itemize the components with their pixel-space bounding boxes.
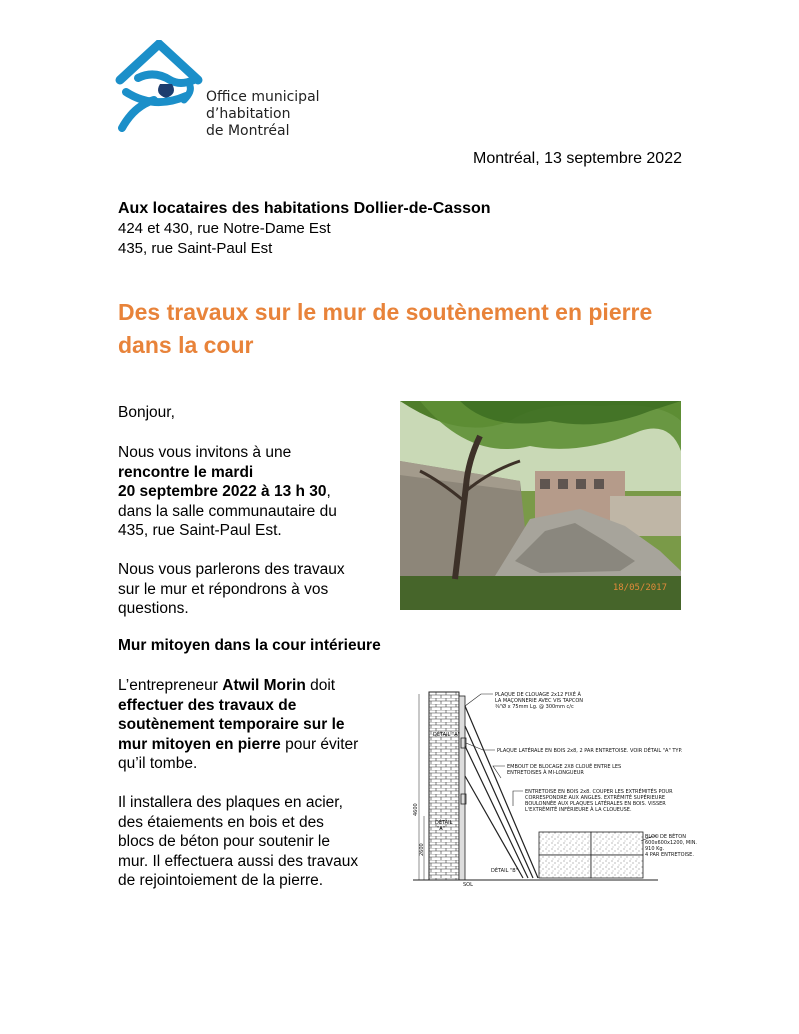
drawing-label-4d: L'EXTRÉMITÉ INFÉRIEURE À LA CLOUEUSE. — [525, 807, 632, 813]
p3-part-g: pour éviter — [280, 735, 359, 753]
drawing-label-3b: ENTRETOISES À MI-LONGUEUR — [507, 770, 584, 776]
drawing-label-3: EMBOUT DE BLOCAGE 2X8 CLOUÉ ENTRE LES — [507, 764, 622, 770]
p3-part-c: doit — [305, 677, 336, 694]
p1-line-3: 20 septembre 2022 à 13 h 30 — [118, 483, 327, 500]
p2-line-3: questions. — [118, 600, 189, 617]
drawing-label-2: PLAQUE LATÉRALE EN BOIS 2x8, 2 PAR ENTRETOISE. VOIR DÉTAIL "A" TYP. — [497, 748, 683, 754]
shoring-technical-drawing — [413, 686, 703, 888]
p3-line-5: qu’il tombe. — [118, 755, 198, 772]
drawing-label-5d: 4 PAR ENTRETOISE. — [645, 852, 694, 858]
drawing-detail-a2b: "A" — [437, 826, 446, 832]
p4-line-1: Il installera des plaques en acier, — [118, 794, 343, 811]
p3-line-2: effectuer des travaux de — [118, 696, 297, 714]
drawing-dim-1: 4600 — [413, 803, 419, 816]
drawing-label-5b: 600x600x1200, MIN. — [645, 840, 698, 846]
drawing-label-1b: LA MAÇONNERIE AVEC VIS TAPCON — [495, 698, 584, 704]
section-subheading: Mur mitoyen dans la cour intérieure — [118, 637, 381, 654]
org-line-1: Office municipal — [206, 89, 320, 105]
drawing-label-5c: 910 Kg. — [645, 846, 665, 852]
recipient-block — [118, 199, 491, 259]
logo-mark — [114, 40, 204, 132]
paragraph-contractor — [118, 676, 358, 774]
paragraph-invitation — [118, 443, 337, 541]
recipient-name: Aux locataires des habitations Dollier-de-Casson — [118, 200, 491, 217]
p4-line-3: blocs de béton pour soutenir le — [118, 833, 330, 850]
org-line-2: d’habitation — [206, 106, 291, 122]
recipient-address-1: 424 et 430, rue Notre-Dame Est — [118, 220, 331, 237]
p3-part-a: L’entrepreneur — [118, 677, 223, 694]
p3-line-3: soutènement temporaire sur le — [118, 716, 345, 733]
courtyard-photo — [400, 401, 681, 610]
p1-line-1: Nous vous invitons à une — [118, 444, 292, 461]
p1-comma: , — [326, 483, 331, 500]
p4-line-5: de rejointoiement de la pierre. — [118, 872, 324, 889]
p1-line-5: 435, rue Saint-Paul Est. — [118, 522, 282, 539]
p2-line-2: sur le mur et répondrons à vos — [118, 580, 329, 598]
contractor-name: Atwil Morin — [222, 677, 306, 694]
org-line-3: de Montréal — [206, 123, 290, 139]
photo-illustration — [400, 401, 681, 610]
paragraph-works — [118, 793, 358, 891]
p3-line-4: mur mitoyen en pierre — [118, 735, 281, 753]
recipient-address-2: 435, rue Saint-Paul Est — [118, 240, 273, 257]
drawing-dim-2: 2600 — [419, 843, 425, 856]
drawing-detail-a2: DÉTAIL — [435, 820, 453, 826]
drawing-label-4c: BOULONNÉE AUX PLAQUES LATÉRALES EN BOIS. VISSER — [525, 801, 666, 807]
drawing-label-4: ENTRETOISE EN BOIS 2x8. COUPER LES EXTRÉMITÉS POUR — [525, 789, 673, 795]
drawing-detail-b: DÉTAIL "B" — [491, 868, 518, 874]
p1-line-4: dans la salle communautaire du — [118, 502, 337, 520]
organization-name — [206, 89, 320, 140]
p4-line-2: des étaiements en bois et des — [118, 813, 324, 831]
drawing-detail-a: DÉTAIL "A" — [433, 732, 460, 738]
omhm-logo — [114, 40, 324, 140]
letter-title: Des travaux sur le mur de soutènement en pierre dans la cour — [118, 299, 653, 358]
photo-date-stamp: 18/05/2017 — [612, 583, 667, 593]
p2-line-1: Nous vous parlerons des travaux — [118, 561, 345, 578]
greeting: Bonjour, — [118, 404, 175, 421]
drawing-label-1c: ⅜"Ø x 75mm Lg. @ 300mm c/c — [495, 704, 574, 710]
drawing-label-4b: CORRESPONDRE AUX ANGLES. EXTRÉMITÉ SUPÉRIEURE — [525, 795, 666, 801]
drawing-label-1: PLAQUE DE CLOUAGE 2x12 FIXÉ À — [495, 692, 581, 698]
p4-line-4: mur. Il effectuera aussi des travaux — [118, 852, 359, 870]
drawing-ground-label: SOL — [463, 882, 473, 888]
paragraph-discussion — [118, 560, 345, 619]
letter-date: Montréal, 13 septembre 2022 — [472, 150, 682, 167]
p1-line-2: rencontre le mardi — [118, 463, 254, 481]
drawing-label-5: BLOC DE BÉTON — [645, 834, 686, 840]
drawing-svg — [413, 686, 703, 888]
